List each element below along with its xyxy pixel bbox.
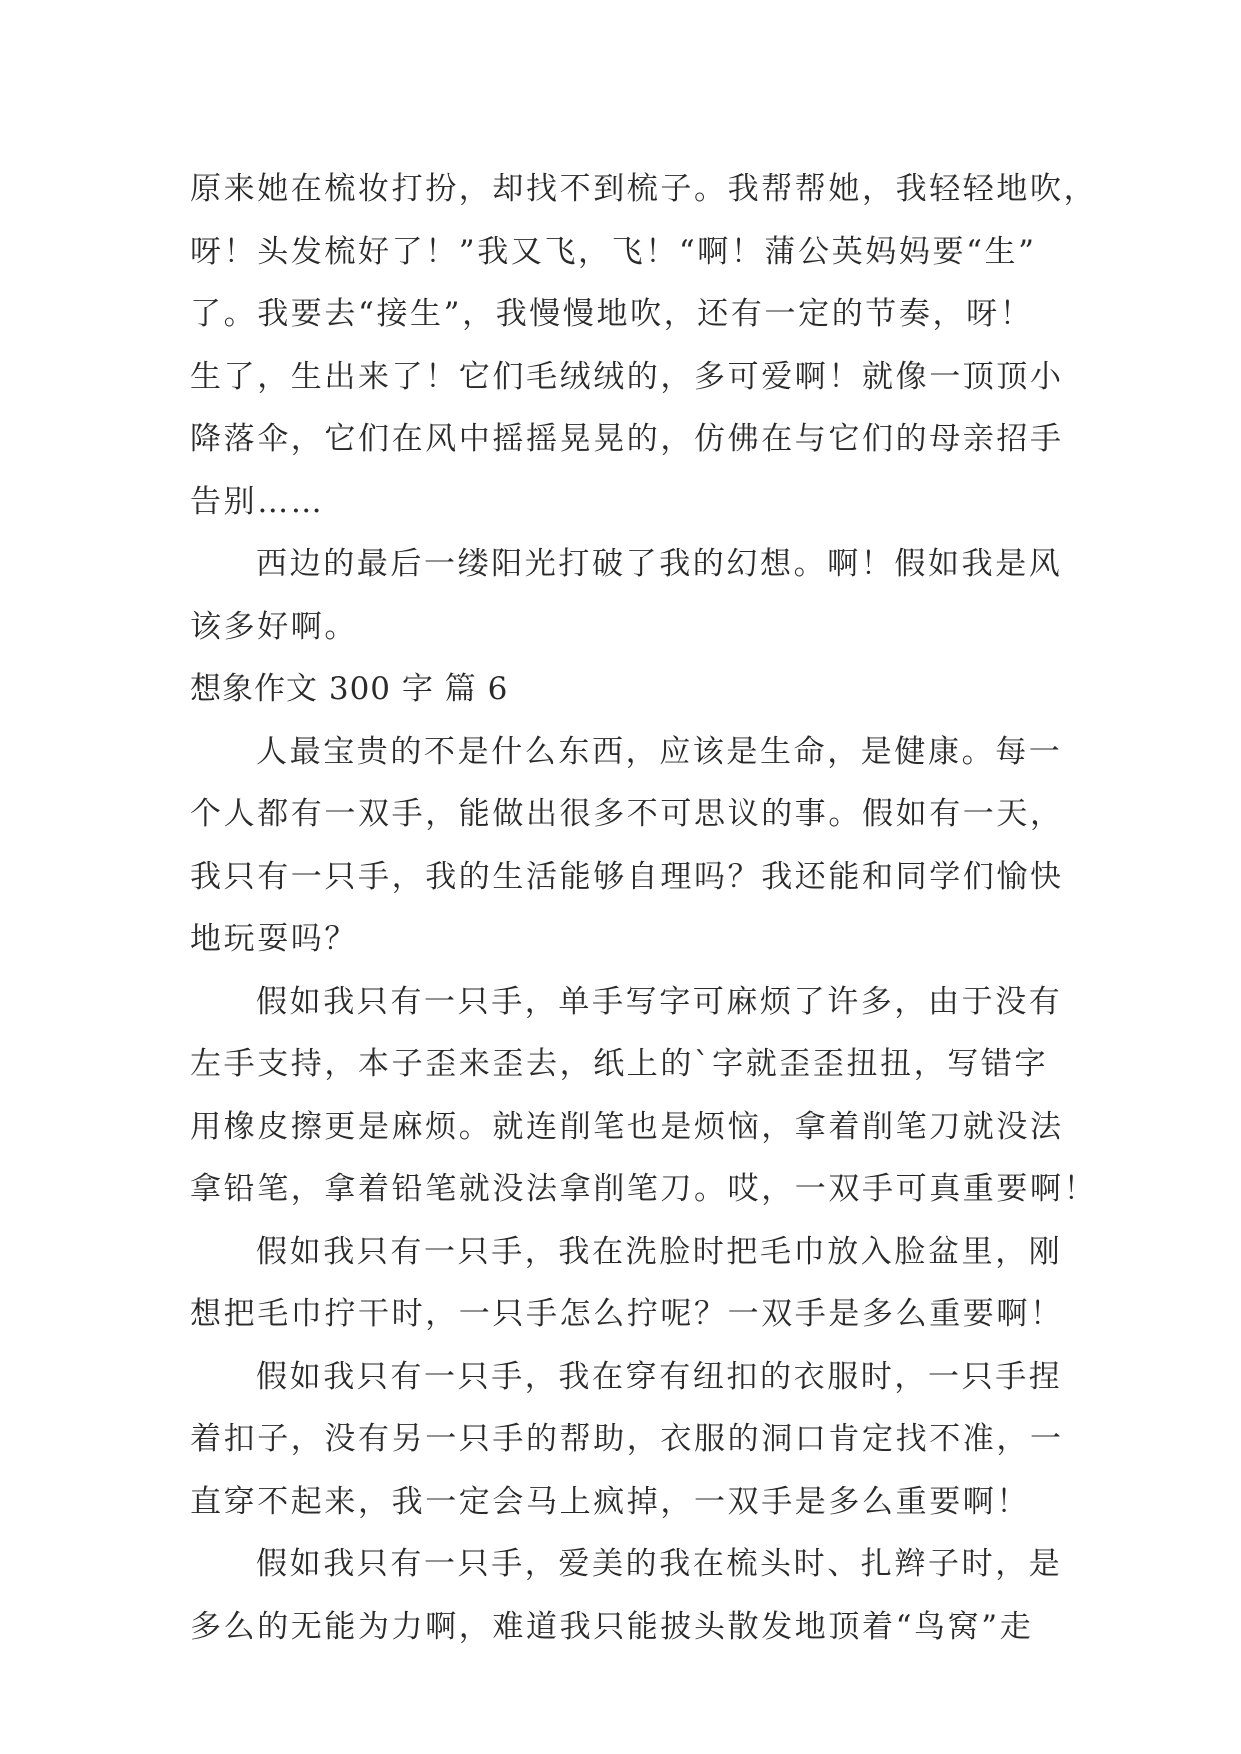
paragraph-line: 假如我只有一只手，爱美的我在梳头时、扎辫子时，是 [256, 1546, 1063, 1582]
paragraph-line: 用橡皮擦更是麻烦。就连削笔也是烦恼，拿着削笔刀就没法 [190, 1108, 1064, 1145]
paragraph [190, 971, 1098, 1221]
paragraph-line: 原来她在梳妆打扮，却找不到梳子。我帮帮她，我轻轻地吹， [190, 171, 1098, 207]
paragraph-line: 个人都有一双手，能做出很多不可思议的事。假如有一天， [190, 796, 1064, 832]
heading-text: 想象作文 300 字 篇 6 [190, 671, 509, 707]
paragraph-line: 西边的最后一缕阳光打破了我的幻想。啊！假如我是风 [256, 546, 1063, 582]
paragraph-line: 了。我要去“接生”，我慢慢地吹，还有一定的节奏，呀！ [190, 296, 1034, 332]
paragraph-line: 人最宝贵的不是什么东西，应该是生命，是健康。每一 [256, 733, 1063, 770]
paragraph-line: 想把毛巾拧干时，一只手怎么拧呢？一双手是多么重要啊！ [190, 1296, 1064, 1332]
paragraph-line: 假如我只有一只手，单手写字可麻烦了许多，由于没有 [256, 983, 1063, 1020]
paragraph [190, 158, 1098, 533]
paragraph [190, 1221, 1064, 1346]
paragraph-line: 该多好啊。 [190, 608, 358, 645]
paragraph-line: 假如我只有一只手，我在穿有纽扣的衣服时，一只手捏 [256, 1358, 1063, 1395]
paragraph-line: 呀！头发梳好了！”我又飞，飞！“啊！蒲公英妈妈要“生” [190, 233, 1037, 270]
paragraph [190, 1533, 1063, 1658]
paragraph-line: 左手支持，本子歪来歪去，纸上的`字就歪歪扭扭，写错字 [190, 1046, 1049, 1082]
paragraph [190, 533, 1063, 658]
paragraph-line: 告别…… [190, 483, 325, 520]
paragraph-line: 生了，生出来了！它们毛绒绒的，多可爱啊！就像一顶顶小 [190, 358, 1064, 395]
paragraph-line: 拿铅笔，拿着铅笔就没法拿削笔刀。哎，一双手可真重要啊！ [190, 1171, 1098, 1207]
paragraph-line: 我只有一只手，我的生活能够自理吗？我还能和同学们愉快 [190, 858, 1064, 895]
paragraph-line: 多么的无能为力啊，难道我只能披头散发地顶着“鸟窝”走 [190, 1608, 1034, 1645]
paragraph-line: 地玩耍吗？ [190, 921, 358, 957]
document-body [190, 158, 1098, 1658]
paragraph [190, 1346, 1064, 1534]
paragraph-line: 直穿不起来，我一定会马上疯掉，一双手是多么重要啊！ [190, 1483, 1030, 1520]
paragraph [190, 721, 1064, 971]
paragraph-line: 降落伞，它们在风中摇摇晃晃的，仿佛在与它们的母亲招手 [190, 421, 1064, 457]
paragraph-line: 假如我只有一只手，我在洗脸时把毛巾放入脸盆里，刚 [256, 1233, 1063, 1270]
paragraph-line: 着扣子，没有另一只手的帮助，衣服的洞口肯定找不准，一 [190, 1421, 1064, 1457]
section-heading [190, 658, 1060, 721]
